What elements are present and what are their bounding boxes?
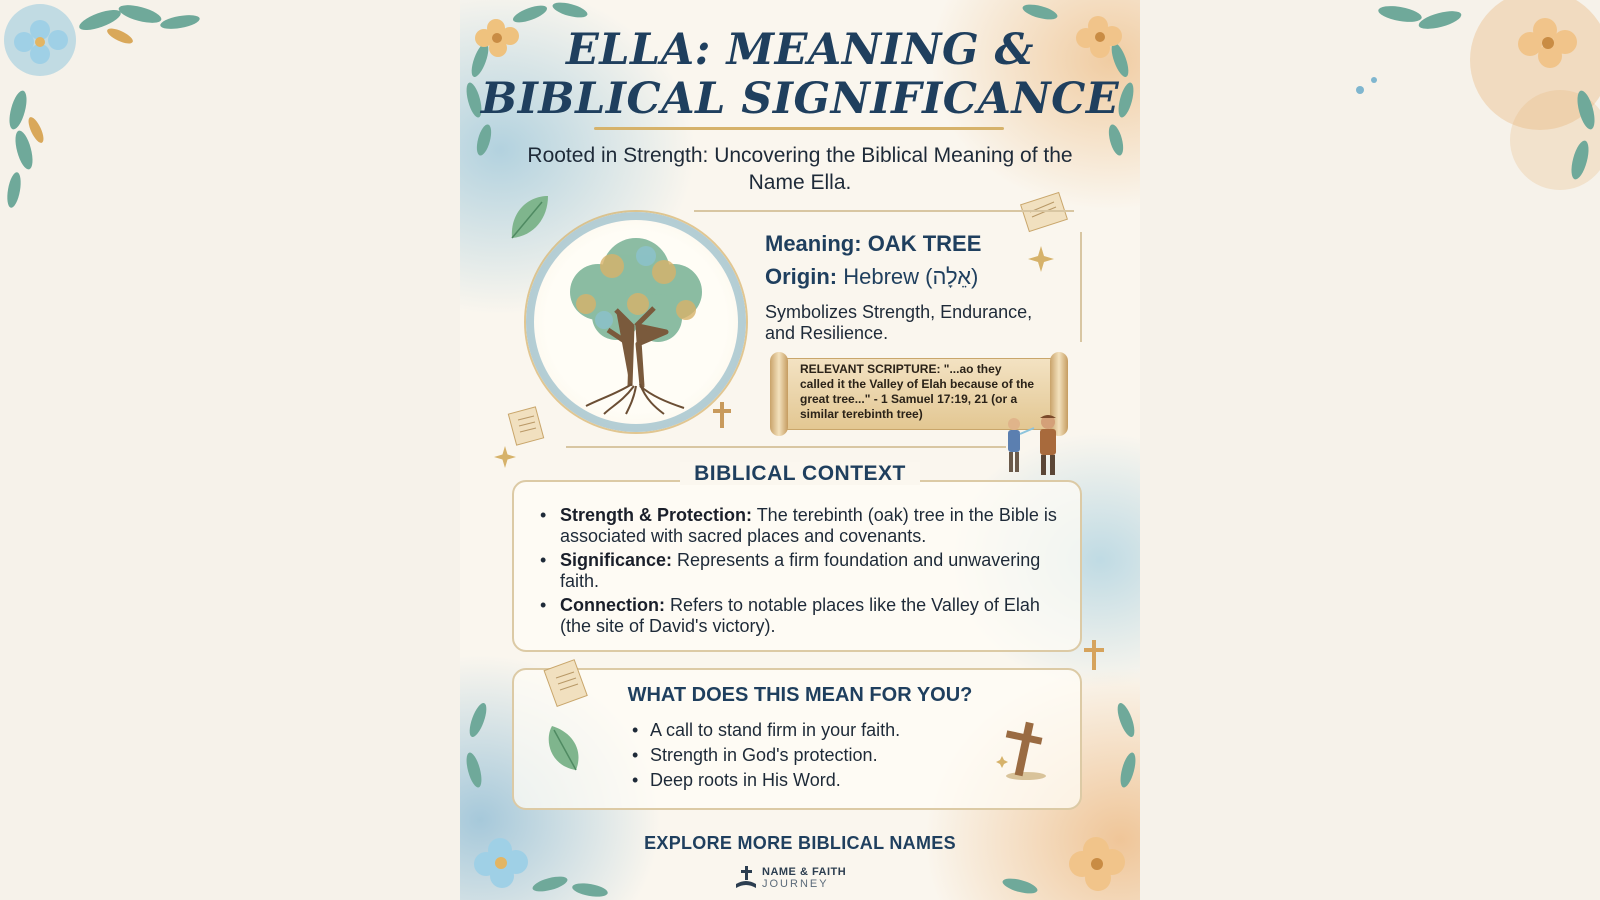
list-item: • Deep roots in His Word. bbox=[636, 768, 956, 793]
meaning-row bbox=[765, 231, 981, 257]
floral-corner-left bbox=[0, 0, 250, 240]
list-item: • A call to stand firm in your faith. bbox=[636, 718, 956, 743]
origin-value: Hebrew (אֵלָה) bbox=[843, 264, 979, 289]
brand-line-2: JOURNEY bbox=[762, 878, 829, 890]
list-item: • Strength in God's protection. bbox=[636, 743, 956, 768]
explore-more-link[interactable]: EXPLORE MORE BIBLICAL NAMES bbox=[644, 833, 956, 853]
scroll-roll-left bbox=[770, 352, 788, 436]
title-divider bbox=[594, 127, 1004, 130]
biblical-context-list bbox=[546, 505, 1066, 640]
meaning-label: Meaning: bbox=[765, 231, 862, 256]
meaning-for-you-list bbox=[636, 718, 956, 793]
subtitle: Rooted in Strength: Uncovering the Biblical Meaning of the Name Ella. bbox=[527, 144, 1073, 194]
origin-label: Origin: bbox=[765, 264, 838, 289]
info-frame-right bbox=[1080, 232, 1082, 342]
page-title bbox=[460, 26, 1140, 124]
list-item: • Significance: Represents a firm foundation and unwavering faith. bbox=[546, 550, 1066, 592]
floral-corner-right bbox=[1340, 0, 1600, 240]
symbolizes-text: Symbolizes Strength, Endurance, and Resilience. bbox=[765, 302, 1033, 343]
title-line-1: ELLA: MEANING & bbox=[566, 25, 1034, 75]
info-frame-top bbox=[694, 210, 1074, 220]
cross-icon bbox=[1082, 638, 1106, 672]
meaning-for-you-title: WHAT DOES THIS MEAN FOR YOU? bbox=[627, 684, 973, 706]
cross-icon bbox=[994, 716, 1054, 782]
section-divider bbox=[566, 446, 1006, 448]
leaf-icon bbox=[544, 722, 584, 774]
oak-tree-icon bbox=[546, 226, 726, 416]
scroll-icon bbox=[504, 404, 550, 450]
title-line-2: BIBLICAL SIGNIFICANCE bbox=[480, 74, 1120, 124]
brand-name bbox=[762, 866, 892, 890]
origin-row bbox=[765, 264, 978, 290]
list-item: • Connection: Refers to notable places like the Valley of Elah (the site of David's victory). bbox=[546, 595, 1066, 637]
biblical-context-title: BIBLICAL CONTEXT bbox=[460, 462, 1140, 486]
cross-icon bbox=[710, 400, 734, 430]
brand-logo-icon bbox=[734, 864, 758, 892]
scripture-text: RELEVANT SCRIPTURE: "...ao they called it the Valley of Elah because of the great tree..." - 1 Samuel 17:19, 21 (or a similar terebinth tree) bbox=[800, 362, 1035, 421]
meaning-value: OAK TREE bbox=[867, 231, 982, 256]
sparkle-icon bbox=[1028, 246, 1054, 272]
brand-line-1: NAME & FAITH bbox=[762, 866, 847, 878]
list-item: • Strength & Protection: The terebinth (oak) tree in the Bible is associated with sacred places and covenants. bbox=[546, 505, 1066, 547]
infographic-poster bbox=[460, 0, 1140, 900]
